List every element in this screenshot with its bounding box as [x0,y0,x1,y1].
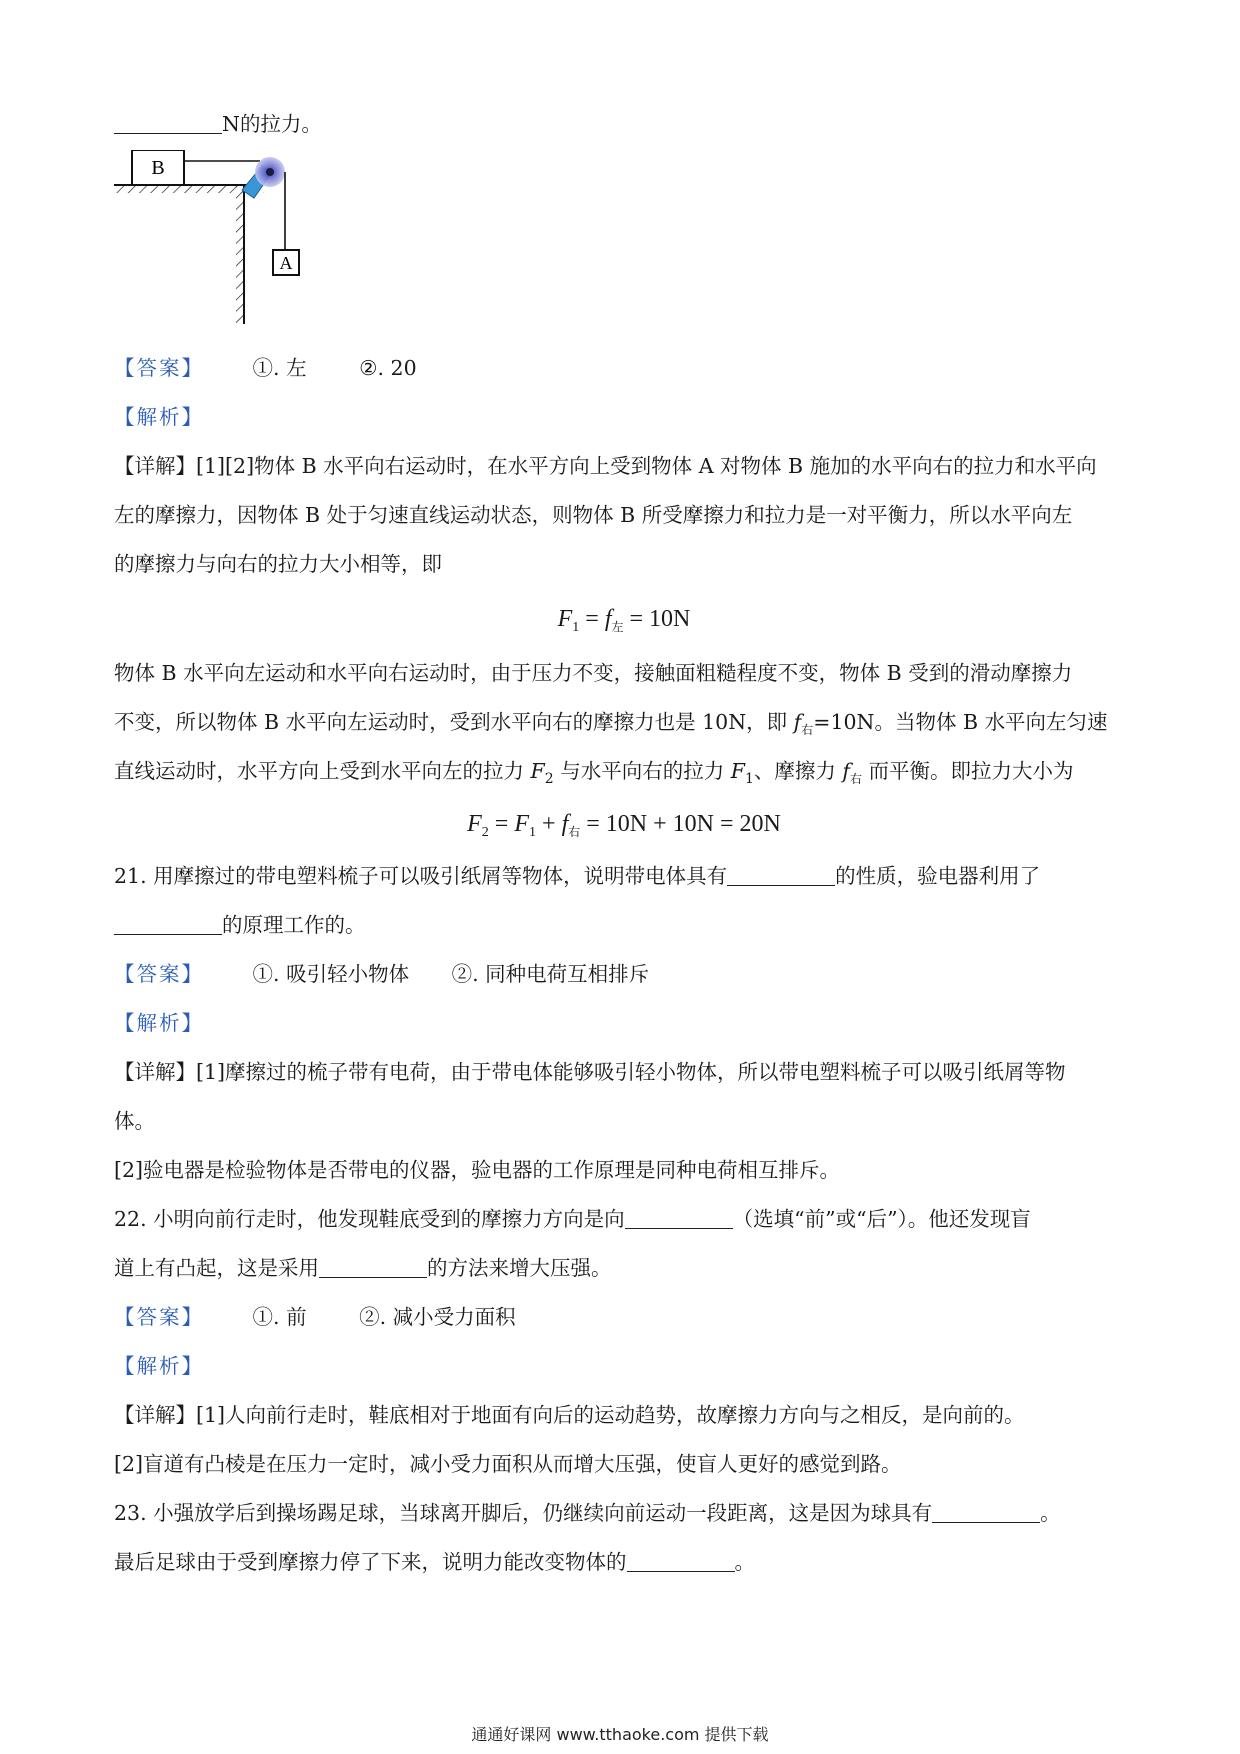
q20-para2-line: 直线运动时，水平方向上受到水平向左的拉力 $F_2$ 与水平向右的拉力 $F_1$、摩擦力 $f_右$ 而平衡。即拉力大小为 [114,759,1074,787]
q20-para2-line: 物体 B 水平向左运动和水平向右运动时，由于压力不变，接触面粗糙程度不变，物体 B 受到的滑动摩擦力 [114,661,1073,685]
q21-detail-line: 体。 [114,1109,155,1133]
q20-analysis-tag: 【解析】 [114,405,204,429]
answer-1: ①. 左 [252,356,307,380]
q21-stem-line: 21. 用摩擦过的带电塑料梳子可以吸引纸屑等物体，说明带电体具有 的性质，验电器利用了 [114,864,1041,888]
q20-answer-line [114,344,1134,393]
answer-2: ②. 20 [359,356,417,380]
block-b-label: B [151,157,165,179]
answer-blank [625,1206,733,1229]
formula-1: $F_1 = f_左 = 10N$ [557,606,691,635]
q22-stem-line: 22. 小明向前行走时，他发现鞋底受到的摩擦力方向是向 （选填“前”或“后”）。他还发现盲 [114,1207,1031,1231]
pulley-axle [266,168,274,176]
q23-stem-line: 23. 小强放学后到操场踢足球，当球离开脚后，仍继续向前运动一段距离，这是因为球具有 。 [114,1501,1061,1525]
answer-blank [114,912,222,935]
block-a-label: A [279,253,293,273]
q22-analysis-tag: 【解析】 [114,1354,204,1378]
formula-2: $F_2 = F_1 + f_右 = 10N + 10N = 20N$ [467,811,781,840]
q22-answer-line: 【答案】 ①. 前 ②. 减小受力面积 [114,1305,516,1329]
q21-detail-line: 【详解】[1]摩擦过的梳子带有电荷，由于带电体能够吸引轻小物体，所以带电塑料梳子可以吸引纸屑等物 [114,1060,1066,1084]
q23-stem-line: 最后足球由于受到摩擦力停了下来，说明力能改变物体的 。 [114,1550,755,1574]
q21-stem-line: 的原理工作的。 [114,901,1134,950]
q21-analysis-tag: 【解析】 [114,1011,204,1035]
answer-blank [319,1255,427,1278]
q22-detail-line: [2]盲道有凸棱是在压力一定时，减小受力面积从而增大压强，使盲人更好的感觉到路。 [114,1452,902,1476]
q20-detail-line: 【详解】[1][2]物体 B 水平向右运动时，在水平方向上受到物体 A 对物体 B 施加的水平向右的拉力和水平向 [114,454,1097,478]
answer-blank [627,1549,735,1572]
detail-tag: 【详解】 [114,454,196,478]
wall-hatch [236,186,244,324]
pulley-diagram [114,150,344,325]
answer-blank [932,1500,1040,1523]
q22-stem-line: 道上有凸起，这是采用 的方法来增大压强。 [114,1256,612,1280]
q21-answer-line: 【答案】 ①. 吸引轻小物体 ②. 同种电荷互相排斥 [114,962,650,986]
footer-source: 通通好课网 www.tthaoke.com 提供下载 [471,1725,769,1744]
question-20-tail: N的拉力。 [114,100,1134,149]
q20-para2-line: 不变，所以物体 B 水平向左运动时，受到水平向右的摩擦力也是 10N，即 $f_右=10N$。当物体 B 水平向左匀速 [114,710,1108,737]
answer-tag: 【答案】 [114,356,204,380]
q22-detail-line: 【详解】[1]人向前行走时，鞋底相对于地面有向后的运动趋势，故摩擦力方向与之相反，是向前的。 [114,1403,1025,1427]
q20-detail-line: 的摩擦力与向右的拉力大小相等，即 [114,552,442,576]
answer-blank [114,111,222,134]
q20-detail-line: 左的摩擦力，因物体 B 处于匀速直线运动状态，则物体 B 所受摩擦力和拉力是一对平衡力，所以水平向左 [114,503,1073,527]
q21-detail-line: [2]验电器是检验物体是否带电的仪器，验电器的工作原理是同种电荷相互排斥。 [114,1158,841,1182]
answer-blank [727,863,835,886]
